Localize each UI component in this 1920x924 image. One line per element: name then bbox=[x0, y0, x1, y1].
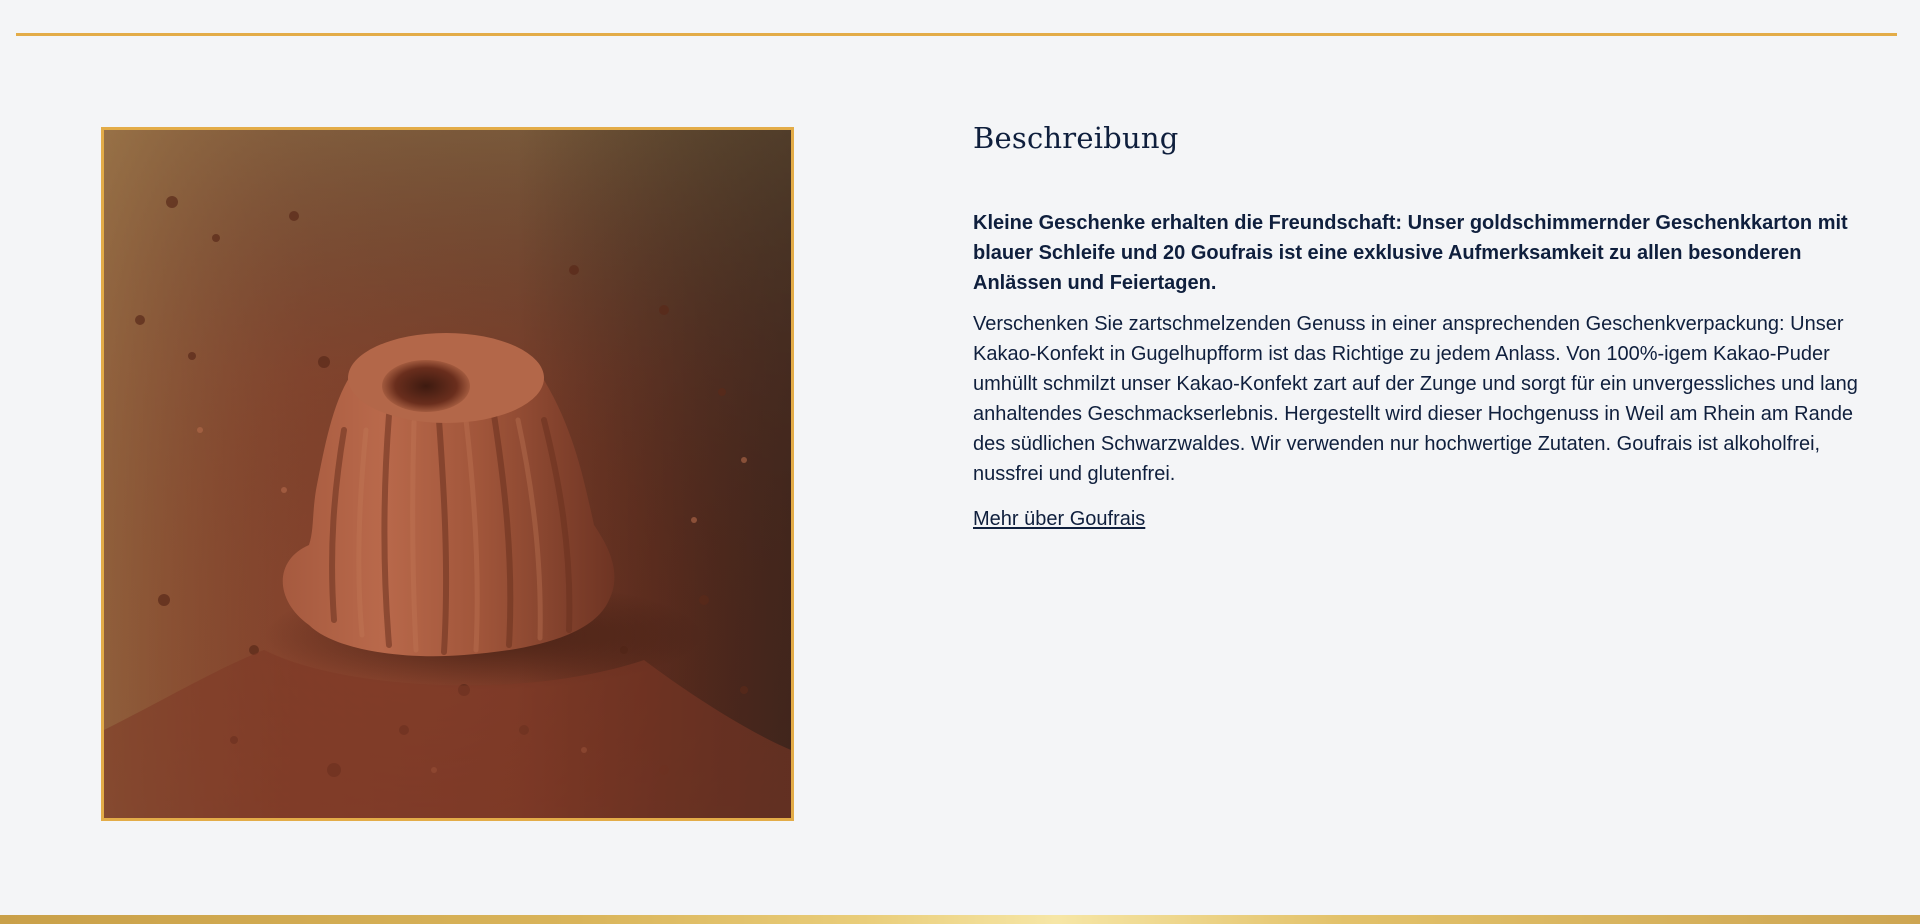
bottom-gold-band bbox=[0, 915, 1920, 924]
more-about-goufrais-link[interactable]: Mehr über Goufrais bbox=[973, 508, 1146, 530]
chocolate-gugelhupf-photo-icon bbox=[104, 130, 791, 818]
product-description bbox=[973, 112, 1878, 534]
top-divider bbox=[16, 33, 1897, 36]
description-lead: Kleine Geschenke erhalten die Freundschaft: Unser goldschimmernder Geschenkkarton mit blauer Schleife und 20 Goufrais ist eine exklusive Aufmerksamkeit zu allen besonderen Anlässen und Feiertagen. bbox=[973, 212, 1848, 294]
product-image bbox=[101, 127, 794, 821]
section-heading: Beschreibung bbox=[973, 121, 1179, 155]
description-body: Verschenken Sie zartschmelzenden Genuss in einer ansprechenden Geschenkverpackung: Unser Kakao-Konfekt in Gugelhupfform ist das Richtige zu jedem Anlass. Von 100%-igem Kakao-Puder umhüllt schmilzt unser Kakao-Konfekt zart auf der Zunge und sorgt für ein unvergessliches und lang anhaltendes Geschmackserlebnis. Hergestellt wird dieser Hochgenuss in Weil am Rhein am Rande des südlichen Schwarzwaldes. Wir verwenden nur hochwertige Zutaten. Goufrais ist alkoholfrei, nussfrei und glutenfrei. bbox=[973, 313, 1858, 485]
